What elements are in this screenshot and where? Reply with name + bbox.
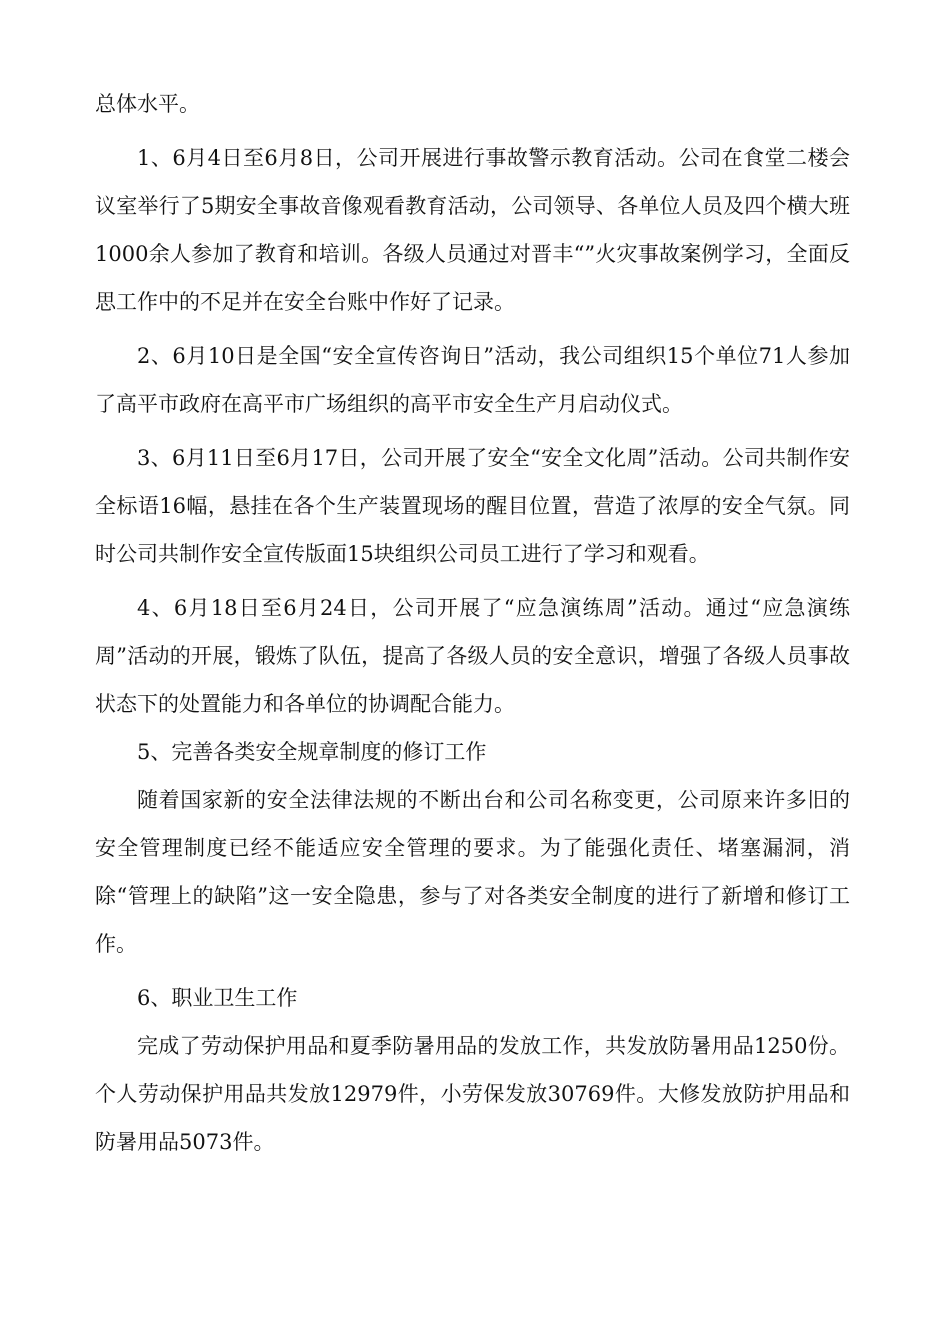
paragraph-item-1: 1、6月4日至6月8日，公司开展进行事故警示教育活动。公司在食堂二楼会议室举行了5期安全事故音像观看教育活动，公司领导、各单位人员及四个横大班1000余人参加了教育和培训。各级人员通过对晋丰“”火灾事故案例学习，全面反思工作中的不足并在安全台账中作好了记录。 xyxy=(95,146,850,314)
paragraph-continuation: 总体水平。 xyxy=(95,92,200,116)
document-body xyxy=(95,80,850,1166)
paragraph-regulations: 随着国家新的安全法律法规的不断出台和公司名称变更，公司原来许多旧的安全管理制度已经不能适应安全管理的要求。为了能强化责任、堵塞漏洞，消除“管理上的缺陷”这一安全隐患，参与了对各类安全制度的进行了新增和修订工作。 xyxy=(95,788,850,956)
paragraph-item-2: 2、6月10日是全国“安全宣传咨询日”活动，我公司组织15个单位71人参加了高平市政府在高平市广场组织的高平市安全生产月启动仪式。 xyxy=(95,344,850,416)
paragraph-item-4: 4、6月18日至6月24日，公司开展了“应急演练周”活动。通过“应急演练周”活动的开展，锻炼了队伍，提高了各级人员的安全意识，增强了各级人员事故状态下的处置能力和各单位的协调配合能力。 xyxy=(95,596,850,716)
section-heading-5: 5、完善各类安全规章制度的修订工作 xyxy=(137,740,487,764)
paragraph-item-3: 3、6月11日至6月17日，公司开展了安全“安全文化周”活动。公司共制作安全标语16幅，悬挂在各个生产装置现场的醒目位置，营造了浓厚的安全气氛。同时公司共制作安全宣传版面15块组织公司员工进行了学习和观看。 xyxy=(95,446,850,566)
section-heading-6: 6、职业卫生工作 xyxy=(137,986,298,1010)
paragraph-occupational-health: 完成了劳动保护用品和夏季防暑用品的发放工作，共发放防暑用品1250份。个人劳动保护用品共发放12979件，小劳保发放30769件。大修发放防护用品和防暑用品5073件。 xyxy=(95,1034,850,1154)
